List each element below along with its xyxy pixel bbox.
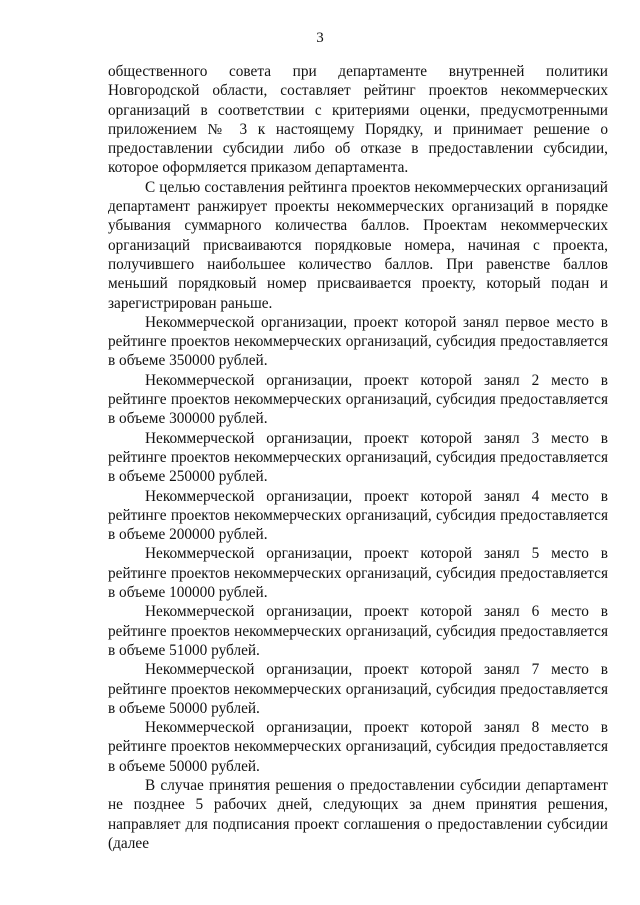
paragraph-subsidy-decision: В случае принятия решения о предоставлении субсидии департамент не позднее 5 рабочих дней, следующих за днем принятия решения, направляет для подписания проект соглашения о предоставлении субсидии (далее <box>108 776 608 852</box>
paragraph-place-7: Некоммерческой организации, проект которой занял 7 место в рейтинге проектов некоммерческих организаций, субсидия предоставляется в объеме 50000 рублей. <box>108 661 608 717</box>
paragraph-place-6: Некоммерческой организации, проект которой занял 6 место в рейтинге проектов некоммерческих организаций, субсидия предоставляется в объеме 51000 рублей. <box>108 603 608 659</box>
paragraph-place-1: Некоммерческой организации, проект которой занял первое место в рейтинге проектов некоммерческих организаций, субсидия предоставляется в объеме 350000 рублей. <box>108 313 608 370</box>
paragraph-council-rating: общественного совета при департаменте внутренней политики Новгородской области, составляет рейтинг проектов некоммерческих организаций в соответствии с критериями оценки, предусмотренными приложением № 3 к настоящему Порядку, и принимает решение о предоставлении субсидии либо об отказе в предоставлении субсидии, которое оформляется приказом департамента. <box>108 63 608 177</box>
document-body <box>108 62 608 853</box>
paragraph-place-8: Некоммерческой организации, проект которой занял 8 место в рейтинге проектов некоммерческих организаций, субсидия предоставляется в объеме 50000 рублей. <box>108 719 608 775</box>
page-number: 3 <box>316 30 324 46</box>
paragraph-place-2: Некоммерческой организации, проект которой занял 2 место в рейтинге проектов некоммерческих организаций, субсидия предоставляется в объеме 300000 рублей. <box>108 371 608 428</box>
paragraph-place-5: Некоммерческой организации, проект которой занял 5 место в рейтинге проектов некоммерческих организаций, субсидия предоставляется в объеме 100000 рублей. <box>108 545 608 602</box>
paragraph-ranking-procedure: С целью составления рейтинга проектов некоммерческих организаций департамент ранжирует проекты некоммерческих организаций в порядке убывания суммарного количества баллов. Проектам некоммерческих организаций присваиваются порядковые номера, начиная с проекта, получившего наибольшее количество баллов. При равенстве баллов меньший порядковый номер присваивается проекту, который подан и зарегистрирован раньше. <box>108 178 608 312</box>
paragraph-place-3: Некоммерческой организации, проект которой занял 3 место в рейтинге проектов некоммерческих организаций, субсидия предоставляется в объеме 250000 рублей. <box>108 429 608 486</box>
paragraph-place-4: Некоммерческой организации, проект которой занял 4 место в рейтинге проектов некоммерческих организаций, субсидия предоставляется в объеме 200000 рублей. <box>108 487 608 544</box>
